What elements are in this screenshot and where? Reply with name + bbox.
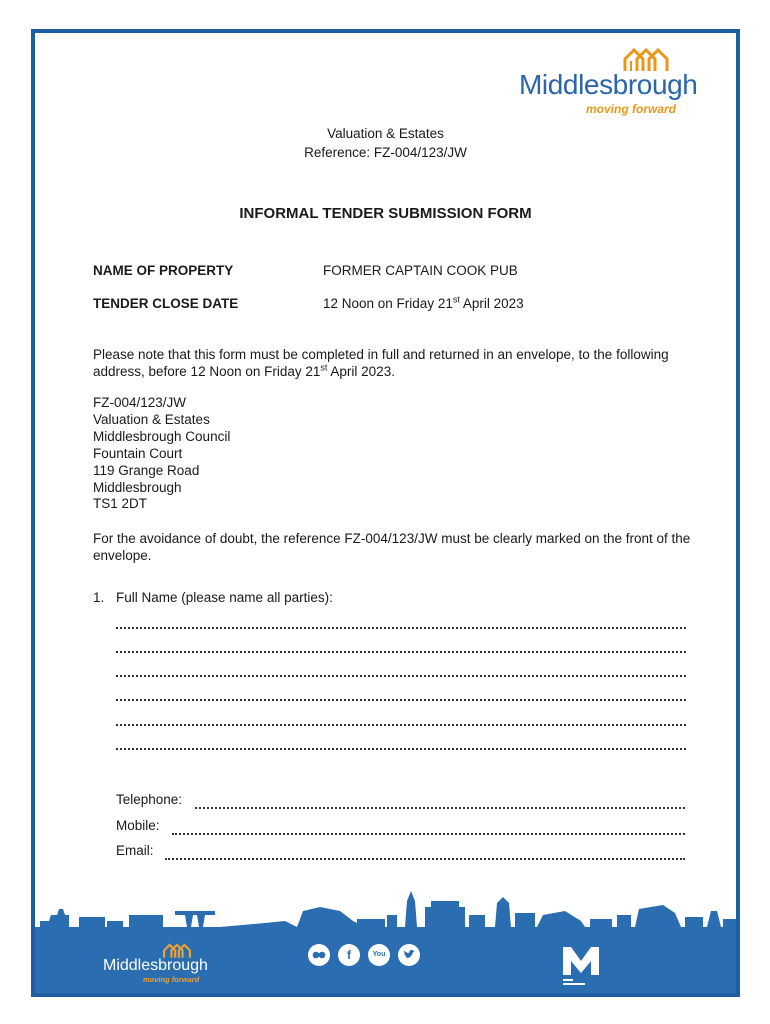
department-line: Valuation & Estates [327, 126, 444, 141]
telephone-label: Telephone: [116, 792, 183, 807]
close-date-label: TENDER CLOSE DATE [93, 296, 239, 311]
reference-note: For the avoidance of doubt, the reference FZ-004/123/JW must be clearly marked on the front of the envelope. [93, 531, 691, 563]
address-line: Middlesbrough Council [93, 428, 231, 444]
telephone-field[interactable] [195, 806, 685, 809]
property-label: NAME OF PROPERTY [93, 263, 234, 278]
we-are-middlesbrough-m-logo [561, 945, 601, 989]
mobile-label: Mobile: [116, 818, 160, 833]
full-name-line[interactable] [116, 626, 686, 629]
footer-banner [35, 881, 736, 997]
middlesbrough-logo [519, 45, 729, 115]
address-line: 119 Grange Road [93, 462, 200, 478]
facebook-icon[interactable]: f [338, 944, 360, 966]
instructions-paragraph: Please note that this form must be completed in full and returned in an envelope, to the following address, before 12 Noon on Friday 21st April 2023. [93, 347, 669, 379]
property-value: FORMER CAPTAIN COOK PUB [323, 263, 518, 278]
address-line: Fountain Court [93, 445, 183, 461]
mobile-field[interactable] [172, 832, 685, 835]
close-date-value: 12 Noon on Friday 21st April 2023 [323, 294, 524, 311]
logo-tagline: moving forward [586, 102, 677, 116]
youtube-icon[interactable]: You [368, 944, 390, 966]
twitter-icon[interactable] [398, 944, 420, 966]
full-name-line[interactable] [116, 747, 686, 750]
reference-line: Reference: FZ-004/123/JW [304, 145, 467, 160]
full-name-line[interactable] [116, 698, 686, 701]
town-skyline-illustration [35, 881, 736, 941]
logo-wordmark: Middlesbrough [519, 69, 698, 100]
flickr-icon[interactable] [308, 944, 330, 966]
full-name-label: Full Name (please name all parties): [116, 590, 333, 605]
address-line: TS1 2DT [93, 496, 148, 512]
email-label: Email: [116, 843, 154, 858]
form-title: INFORMAL TENDER SUBMISSION FORM [239, 205, 532, 222]
footer-logo-tagline: moving forward [143, 975, 200, 984]
email-field[interactable] [165, 857, 685, 860]
question-number: 1. [93, 590, 105, 605]
full-name-line[interactable] [116, 674, 686, 677]
return-address [93, 395, 230, 513]
full-name-line[interactable] [116, 650, 686, 653]
full-name-line[interactable] [116, 723, 686, 726]
address-line: Middlesbrough [93, 479, 182, 495]
address-line: Valuation & Estates [93, 411, 210, 427]
address-line: FZ-004/123/JW [93, 395, 187, 410]
document-page [31, 29, 740, 997]
footer-logo-wordmark: Middlesbrough [103, 957, 208, 974]
